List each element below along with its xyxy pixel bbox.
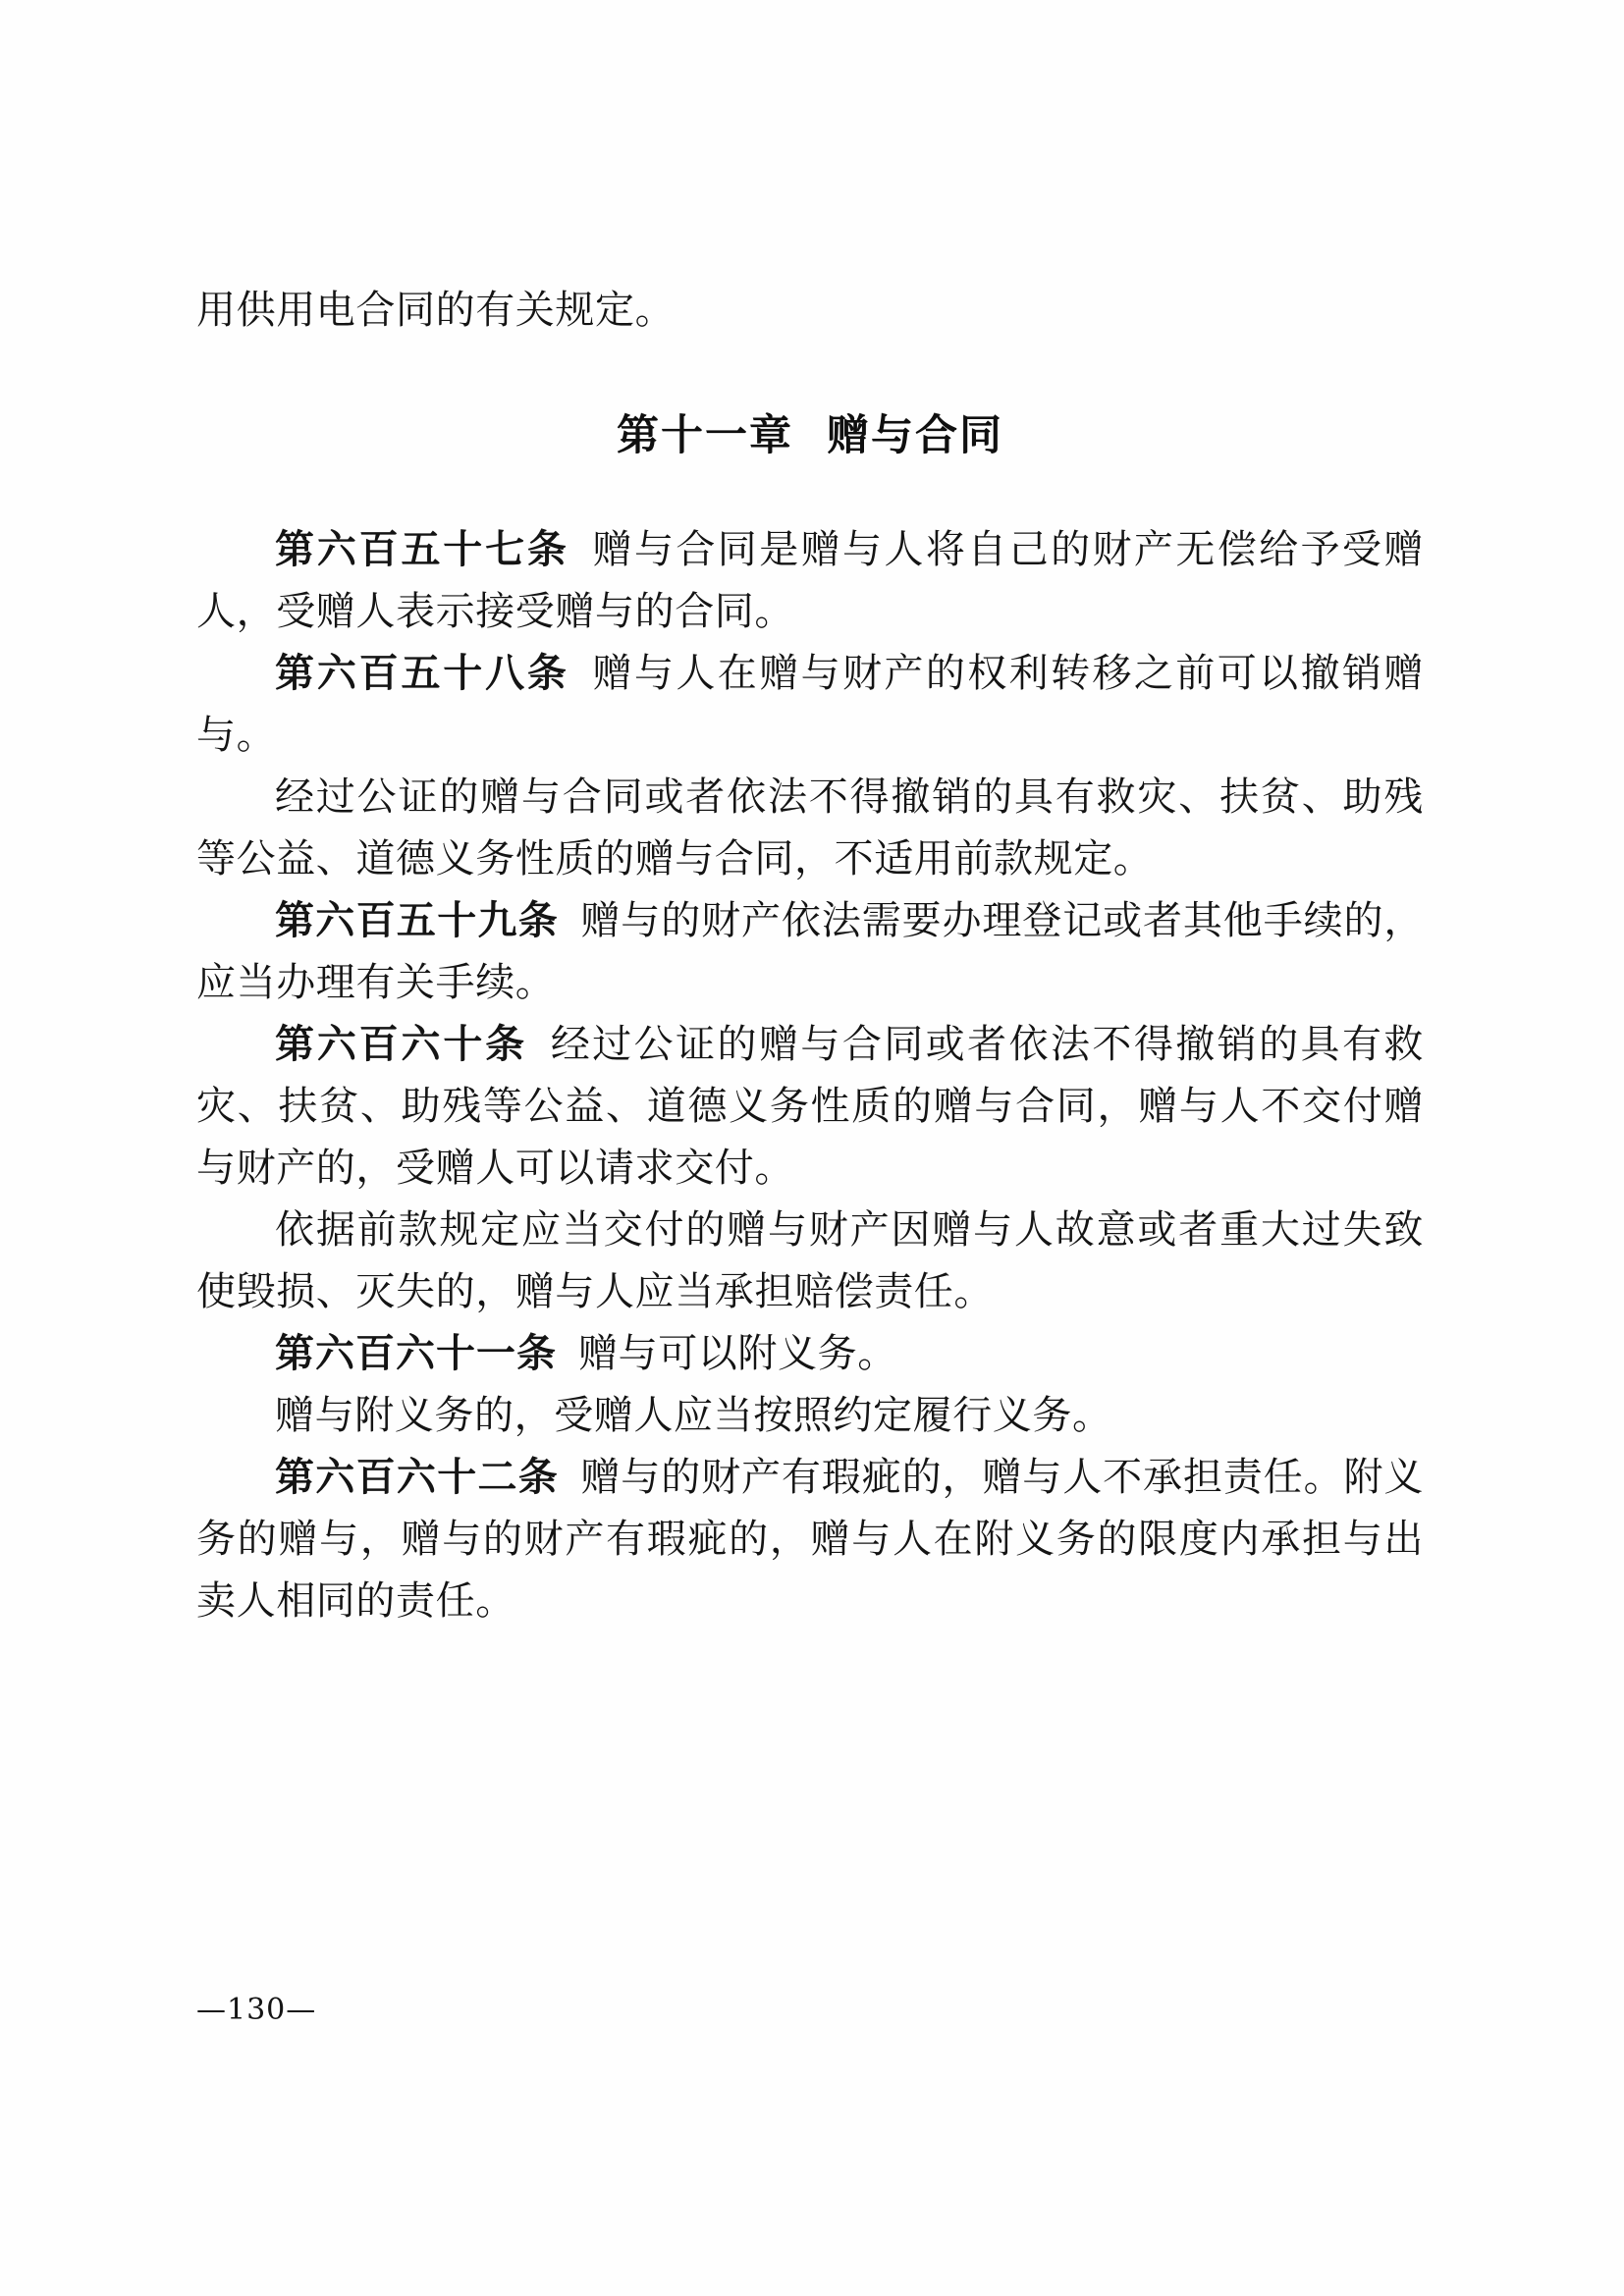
article-text: 赠与的财产有瑕疵的，赠与人不承担责任。附义务的赠与，赠与的财产有瑕疵的，赠与人在附义务的限度内承担与出卖人相同的责任。 bbox=[196, 1455, 1425, 1624]
article-paragraph bbox=[196, 519, 1424, 643]
article-number: 第六百五十九条 bbox=[275, 898, 560, 943]
article-paragraph bbox=[196, 1447, 1424, 1632]
continuation-paragraph: 用供用电合同的有关规定。 bbox=[196, 288, 676, 333]
article-subparagraph: 赠与附义务的，受赠人应当按照约定履行义务。 bbox=[275, 1393, 1112, 1438]
chapter-number: 第十一章 bbox=[617, 411, 793, 460]
article-number: 第六百五十七条 bbox=[275, 527, 569, 572]
page-content bbox=[196, 280, 1424, 1632]
chapter-name: 赠与合同 bbox=[827, 411, 1003, 460]
article-text: 经过公证的赠与合同或者依法不得撤销的具有救灾、扶贫、助残等公益、道德义务性质的赠与合同，赠与人不交付赠与财产的，受赠人可以请求交付。 bbox=[196, 1022, 1424, 1191]
article-number: 第六百六十二条 bbox=[275, 1455, 560, 1500]
article-text: 赠与可以附义务。 bbox=[578, 1331, 897, 1376]
article-text: 赠与人在赠与财产的权利转移之前可以撤销赠与。 bbox=[196, 651, 1425, 758]
article-number: 第六百六十一条 bbox=[275, 1331, 557, 1376]
article-number: 第六百六十条 bbox=[275, 1022, 527, 1067]
article-text: 赠与合同是赠与人将自己的财产无偿给予受赠人，受赠人表示接受赠与的合同。 bbox=[196, 527, 1425, 634]
article-paragraph bbox=[196, 643, 1424, 767]
article-paragraph bbox=[196, 1323, 1424, 1385]
article-text: 赠与的财产依法需要办理登记或者其他手续的，应当办理有关手续。 bbox=[196, 898, 1425, 1005]
article-number: 第六百五十八条 bbox=[275, 651, 569, 696]
article-subparagraph: 依据前款规定应当交付的赠与财产因赠与人故意或者重大过失致使毁损、灭失的，赠与人应当承担赔偿责任。 bbox=[196, 1207, 1424, 1314]
page-number: —130— bbox=[196, 1993, 317, 2027]
article-paragraph bbox=[196, 1014, 1424, 1200]
article-subparagraph: 经过公证的赠与合同或者依法不得撤销的具有救灾、扶贫、助残等公益、道德义务性质的赠与合同，不适用前款规定。 bbox=[196, 774, 1424, 881]
article-paragraph bbox=[196, 890, 1424, 1014]
chapter-heading bbox=[196, 402, 1424, 462]
